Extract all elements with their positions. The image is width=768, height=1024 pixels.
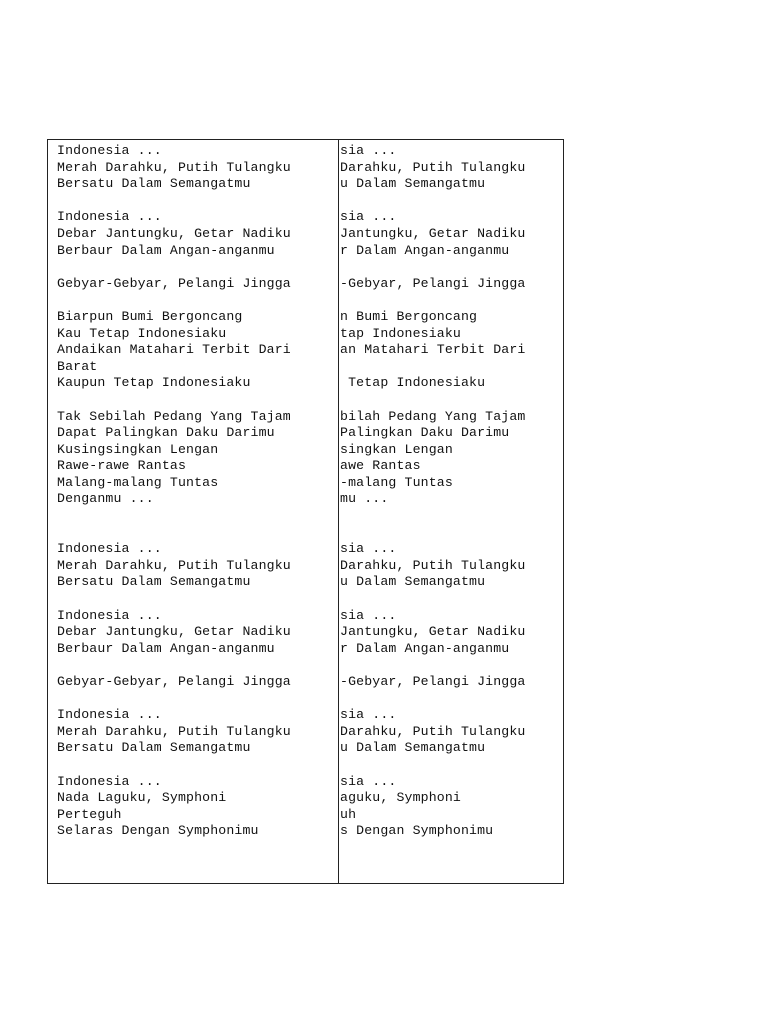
lyric-line: Gebyar-Gebyar, Pelangi Jingga [57,674,291,689]
lyric-line: sia ... [340,541,397,557]
lyric-line [340,508,562,525]
lyric-line [57,525,337,542]
lyric-line: Biarpun Bumi Bergoncang [57,308,243,324]
lyric-line [57,657,337,674]
lyric-line: sia ... [340,143,397,158]
lyric-line: Debar Jantungku, Getar Nadiku [57,225,291,241]
lyric-line: s Dengan Symphonimu [340,823,494,839]
lyric-line: Tetap Indonesiaku [340,375,486,391]
lyric-line: Jantungku, Getar Nadiku [340,225,526,241]
lyrics-column-right [340,143,562,840]
lyric-line: Dapat Palingkan Daku Darimu [57,425,275,441]
lyric-line: u Dalam Semangatmu [340,176,486,192]
lyric-line: Merah Darahku, Putih Tulangku [57,557,291,573]
lyric-line: Kau Tetap Indonesiaku [57,325,227,341]
lyric-line [340,525,562,542]
lyric-line [57,292,337,309]
lyric-line [57,259,337,276]
lyric-line: Darahku, Putih Tulangku [340,723,526,739]
lyric-line: -Gebyar, Pelangi Jingga [340,674,526,689]
lyric-line: Barat [57,358,98,374]
lyric-line: Selaras Dengan Symphonimu [57,823,259,839]
lyric-line: Merah Darahku, Putih Tulangku [57,159,291,175]
lyric-line [57,193,337,210]
lyric-line: awe Rantas [340,458,421,474]
lyric-line: Darahku, Putih Tulangku [340,557,526,573]
lyric-line: Kusingsingkan Lengan [57,441,219,457]
lyric-line: -Gebyar, Pelangi Jingga [340,275,526,291]
lyric-line: -malang Tuntas [340,474,453,490]
lyric-line: Bersatu Dalam Semangatmu [57,574,251,590]
lyric-line: Darahku, Putih Tulangku [340,159,526,175]
lyric-line: Andaikan Matahari Terbit Dari [57,342,291,358]
lyric-line: Berbaur Dalam Angan-anganmu [57,640,275,656]
lyric-line: sia ... [340,607,397,623]
lyric-line: an Matahari Terbit Dari [340,342,526,358]
lyric-line [57,691,337,708]
lyric-line: Indonesia ... [57,707,162,723]
lyric-line [340,292,562,309]
lyric-line: u Dalam Semangatmu [340,740,486,756]
lyric-line: Debar Jantungku, Getar Nadiku [57,624,291,640]
lyric-line [57,392,337,409]
lyric-line [340,392,562,409]
lyric-line: Rawe-rawe Rantas [57,458,187,474]
lyric-line [57,508,337,525]
lyric-line: Indonesia ... [57,607,162,623]
lyric-line: singkan Lengan [340,441,453,457]
lyric-line: Jantungku, Getar Nadiku [340,624,526,640]
lyric-line [340,259,562,276]
lyric-line: tap Indonesiaku [340,325,461,341]
lyric-line: Denganmu ... [57,491,154,507]
lyric-line: bilah Pedang Yang Tajam [340,408,526,424]
lyric-line: Malang-malang Tuntas [57,474,219,490]
lyric-line: sia ... [340,773,397,789]
lyric-line: Indonesia ... [57,143,162,158]
lyrics-column-left [57,143,337,840]
lyric-line: Indonesia ... [57,541,162,557]
lyric-line [340,359,562,376]
lyric-line: Nada Laguku, Symphoni [57,790,227,806]
lyric-line: aguku, Symphoni [340,790,461,806]
lyric-line: n Bumi Bergoncang [340,308,478,324]
lyric-line: Tak Sebilah Pedang Yang Tajam [57,408,291,424]
lyric-line: u Dalam Semangatmu [340,574,486,590]
lyric-line: Merah Darahku, Putih Tulangku [57,723,291,739]
lyric-line: Palingkan Daku Darimu [340,425,510,441]
lyric-line [340,193,562,210]
lyric-line [340,691,562,708]
lyric-line: mu ... [340,491,389,507]
column-divider [338,139,339,884]
lyric-line: sia ... [340,707,397,723]
lyric-line: Bersatu Dalam Semangatmu [57,740,251,756]
lyric-line: Kaupun Tetap Indonesiaku [57,375,251,391]
lyric-line: r Dalam Angan-anganmu [340,242,510,258]
lyric-line [340,757,562,774]
lyric-line: sia ... [340,209,397,225]
lyric-line: uh [340,806,357,822]
lyric-line [57,757,337,774]
lyric-line: Gebyar-Gebyar, Pelangi Jingga [57,275,291,291]
lyric-line: Berbaur Dalam Angan-anganmu [57,242,275,258]
lyric-line [340,591,562,608]
lyric-line: Indonesia ... [57,773,162,789]
lyric-line: Indonesia ... [57,209,162,225]
lyric-line [340,657,562,674]
lyric-line: r Dalam Angan-anganmu [340,640,510,656]
lyric-line [57,591,337,608]
lyric-line: Perteguh [57,806,122,822]
lyric-line: Bersatu Dalam Semangatmu [57,176,251,192]
